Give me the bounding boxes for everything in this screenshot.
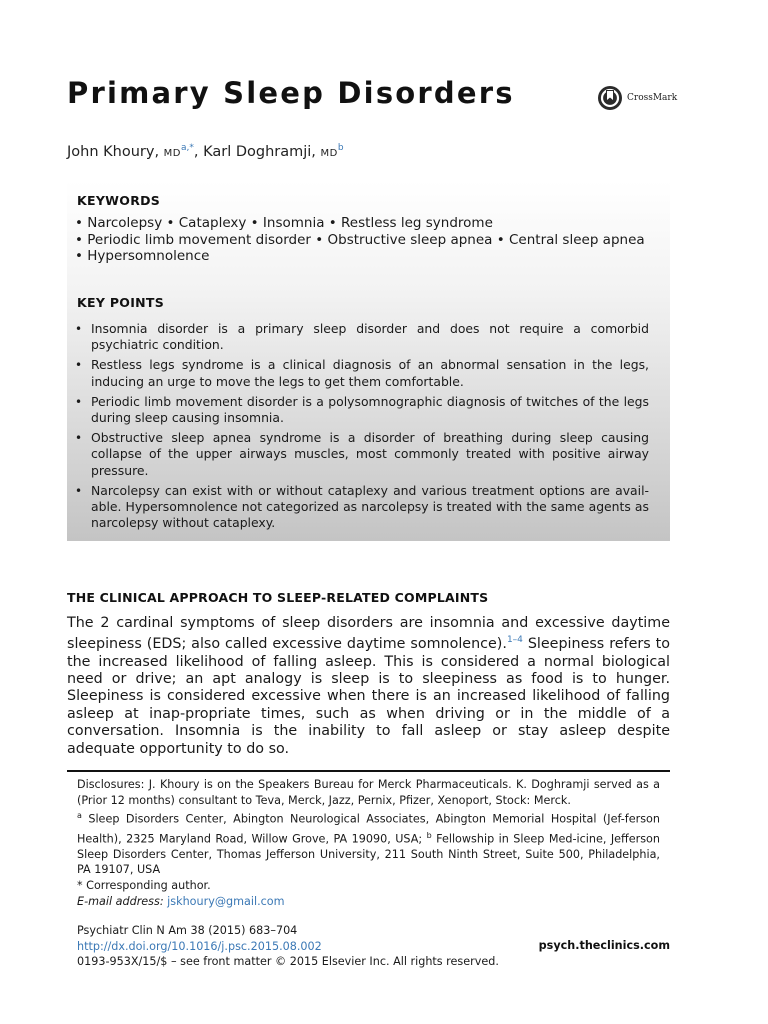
crossmark-label: CrossMark [627,93,678,103]
key-point-item: • Restless legs syndrome is a clinical diagnosis of an abnormal sensation in the legs, inducing an urge to move the legs to get them comfortable. [75,357,649,389]
citation-link[interactable]: 1–4 [506,635,523,646]
author-name: Karl Doghramji, [203,143,321,160]
body-paragraph [67,615,670,758]
corresponding-note: * Corresponding author. [77,879,211,893]
crossmark-icon [597,85,623,111]
keywords-line: • Hypersomnolence [75,248,210,264]
key-point-item: • Insomnia disorder is a primary sleep disorder and does not require a comorbid psychiatric condition. [75,321,649,353]
section-heading: THE CLINICAL APPROACH TO SLEEP-RELATED COMPLAINTS [67,590,489,605]
article-title: Primary Sleep Disorders [67,76,515,110]
key-point-item: • Periodic limb movement disorder is a polysomnographic diagnosis of twitches of the legs during sleep causing insomnia. [75,394,649,426]
keywords-heading: KEYWORDS [77,193,161,208]
key-point-item: • Obstructive sleep apnea syndrome is a disorder of breathing during sleep causing collapse of the upper airways muscles, most commonly treated with positive airway pressure. [75,430,649,479]
footnotes [77,777,660,909]
key-point-item: • Narcolepsy can exist with or without cataplexy and various treatment options are avail-able. Hypersomnolence not categorized as narcolepsy is treated with the same agents as narcolepsy without cataplexy. [75,483,649,532]
copyright-line: 0193-953X/15/$ – see front matter © 2015 Elsevier Inc. All rights reserved. [77,955,499,969]
affiliation-text: Sleep Disorders Center, Abington Neurological Associates, Abington Memorial Hospital (Jef-ferson Health), 2325 Maryland Road, Willow Grove, PA 19090, USA; [77,812,660,846]
affiliation-link[interactable]: a,* [181,143,194,153]
email-label: E-mail address: [77,894,164,908]
keywords-line: • Periodic limb movement disorder • Obstructive sleep apnea • Central sleep apnea [75,232,645,248]
affiliation-mark: b [426,830,432,840]
footnote-divider [67,770,670,772]
affiliation-link[interactable]: b [337,143,344,153]
affiliation-text: Fellowship in Sleep Med-icine, Jefferson Sleep Disorders Center, Thomas Jefferson University, 211 South Ninth Street, Suite 500, Philadelphia, PA 19107, USA [77,832,660,877]
author-name: John Khoury, [67,143,164,160]
affiliation-mark: a [77,811,82,821]
author-list [67,143,344,160]
email-note [77,894,660,910]
journal-citation: Psychiatr Clin N Am 38 (2015) 683–704 [77,924,298,937]
crossmark-badge[interactable] [597,85,677,111]
author-separator: , [193,143,204,160]
key-points-list [75,321,649,535]
author-degree: MD [320,147,338,159]
keywords-line: • Narcolepsy • Cataplexy • Insomnia • Restless leg syndrome [75,215,493,231]
doi-link[interactable]: http://dx.doi.org/10.1016/j.psc.2015.08.002 [77,939,322,953]
author-degree: MD [163,147,181,159]
email-link[interactable]: jskhoury@gmail.com [167,894,285,908]
paragraph-text: The 2 cardinal symptoms of sleep disorders are insomnia and excessive daytime sleepiness (EDS; also called excessive daytime somnolence). [67,615,670,653]
keywords-keypoints-box [67,181,670,541]
key-points-heading: KEY POINTS [77,295,165,310]
disclosures-note: Disclosures: J. Khoury is on the Speakers Bureau for Merck Pharmaceuticals. K. Doghramji served as a (Prior 12 months) consultant to Teva, Merck, Jazz, Pernix, Pfizer, Xenoport, Stock: Merck. [77,778,660,807]
paragraph-text: Sleepiness refers to the increased likelihood of falling asleep. This is considered a normal biological need or drive; an apt analogy is sleep is to sleepiness as food is to hunger. Sleepiness is considered excessive when there is an increased likelihood of falling asleep at inap-propriate times, such as when driving or in the middle of a conversation. Insomnia is the inability to fall asleep or stay asleep despite adequate opportunity to do so. [67,636,670,757]
affiliations-note [77,808,660,878]
journal-url-link[interactable]: psych.theclinics.com [538,939,670,952]
